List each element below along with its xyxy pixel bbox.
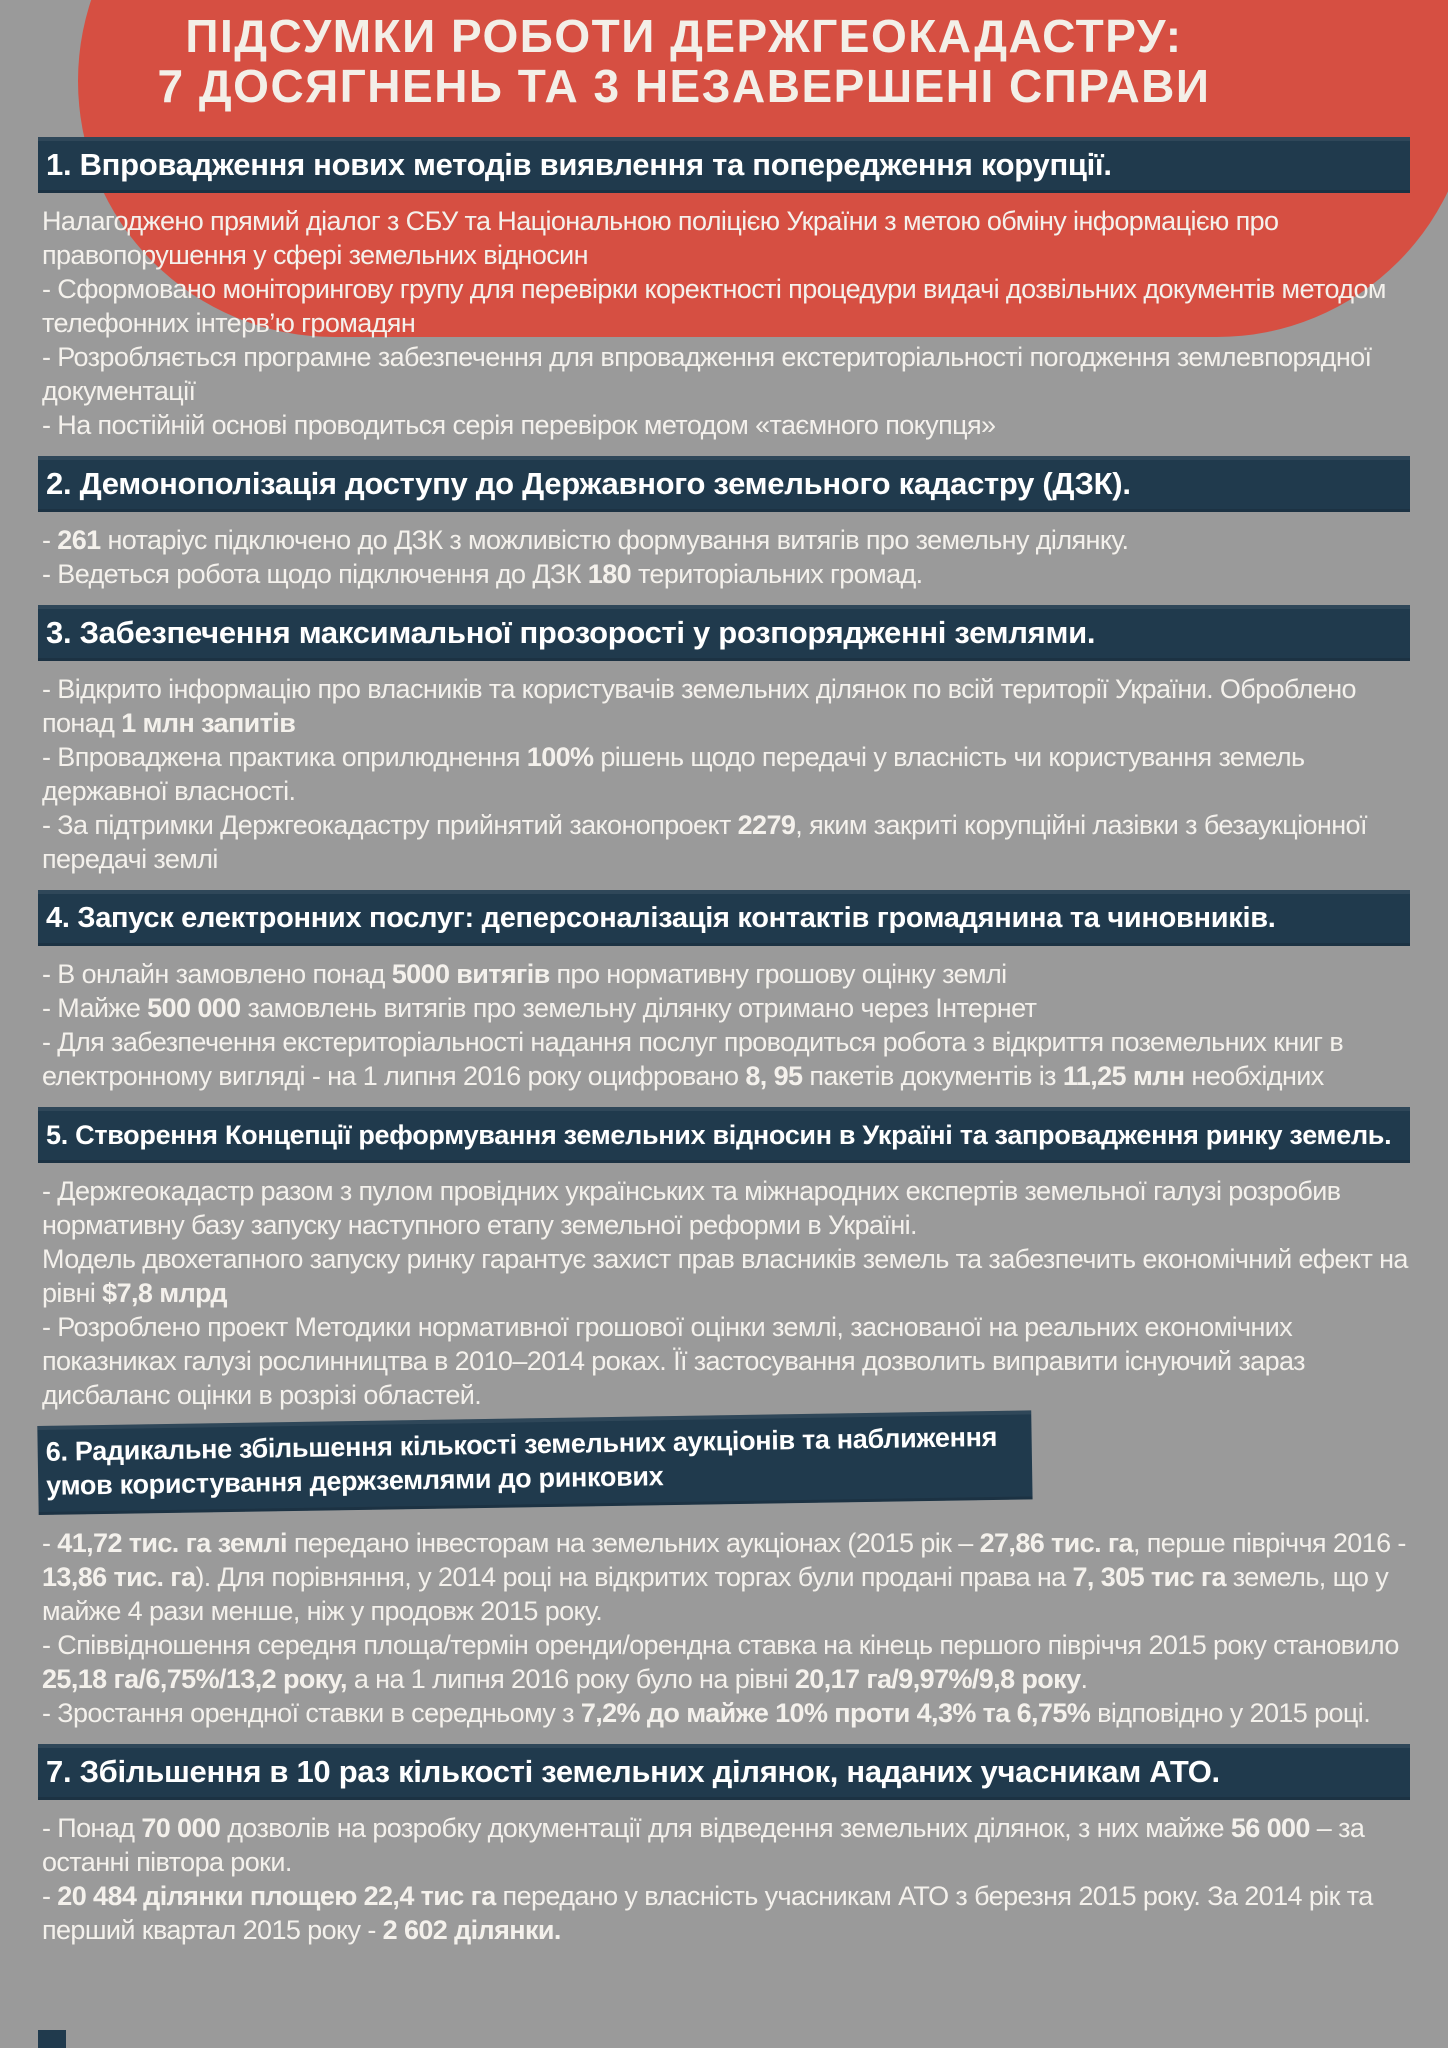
section-3-bullet-3: - За підтримки Держгеокадастру прийнятий законопроект 2279, яким закриті корупційні лазівки з безаукціонної передачі землі: [42, 810, 1367, 875]
section-7-bullet-1: - Понад 70 000 дозволів на розробку документації для відведення земельних ділянок, з них майже 56 000 – за останні півтора роки.: [42, 1813, 1365, 1878]
section-1-bullet-3: - Розробляється програмне забезпечення для впровадження екстериторіальності погодження землевпорядної документації: [42, 342, 1372, 407]
page-title-line-2: 7 ДОСЯГНЕНЬ ТА 3 НЕЗАВЕРШЕНІ СПРАВИ: [157, 59, 1211, 112]
section-2: [38, 456, 1410, 591]
section-5-bullet-1: - Держгеокадастр разом з пулом провідних українських та міжнародних експертів земельної галузі розробив нормативну базу запуску наступного етапу земельної реформи в Україні.: [42, 1176, 1341, 1241]
section-7-body: [38, 1811, 1410, 1947]
section-6-bullet-1: - 41,72 тис. га землі передано інвесторам на земельних аукціонах (2015 рік – 27,86 тис. га, перше півріччя 2016 - 13,86 тис. га). Для порівняння, у 2014 році на відкритих торгах були продані права на 7, 305 тис га земель, що у майже 4 рази менше, ніж у продовж 2015 року.: [42, 1528, 1406, 1627]
section-5-header: 5. Створення Концепції реформування земельних відносин в Україні та запровадження ринку земель.: [38, 1107, 1410, 1163]
section-3-bullet-2: - Впроваджена практика оприлюднення 100% рішень щодо передачі у власність чи користування земель державної власності.: [42, 742, 1305, 807]
section-7-header: 7. Збільшення в 10 раз кількості земельних ділянок, наданих учасникам АТО.: [38, 1744, 1410, 1800]
section-5: [38, 1107, 1410, 1412]
section-1-bullet-1: Налагоджено прямий діалог з СБУ та Національною поліцією України з метою обміну інформацією про правопорушення у сфері земельних відносин: [42, 206, 1279, 271]
section-3-body: [38, 672, 1410, 876]
section-5-bullet-2: Модель двохетапного запуску ринку гарантує захист прав власників земель та забезпечить економічний ефект на рівні $7,8 млрд: [42, 1244, 1408, 1309]
section-5-bullet-3: - Розроблено проект Методики нормативної грошової оцінки землі, заснованої на реальних економічних показниках галузі рослинництва в 2010–2014 роках. Її застосування дозволить виправити існуючий зараз дисбаланс оцінки в розрізі областей.: [42, 1312, 1305, 1411]
section-3-bullet-1: - Відкрито інформацію про власників та користувачів земельних ділянок по всій території України. Оброблено понад 1 млн запитів: [42, 674, 1356, 739]
section-7: [38, 1744, 1410, 1947]
section-4-bullet-2: - Майже 500 000 замовлень витягів про земельну ділянку отримано через Інтернет: [42, 993, 1037, 1024]
section-2-bullet-1: - 261 нотаріус підключено до ДЗК з можливістю формування витягів про земельну ділянку.: [42, 525, 1129, 556]
section-1-header: 1. Впровадження нових методів виявлення та попередження корупції.: [38, 137, 1410, 193]
section-5-body: [38, 1174, 1410, 1412]
section-6-bullet-2: - Співвідношення середня площа/термін оренди/орендна ставка на кінець першого півріччя 2015 року становило 25,18 га/6,75%/13,2 року, а на 1 липня 2016 року було на рівні 20,17 га/9,97%/9,8 року.: [42, 1630, 1399, 1695]
section-4: [38, 890, 1410, 1093]
section-3: [38, 605, 1410, 876]
section-2-header: 2. Демонополізація доступу до Державного земельного кадастру (ДЗК).: [38, 456, 1410, 512]
section-1: [38, 137, 1410, 442]
section-6: [38, 1422, 1410, 1730]
section-6-header: 6. Радикальне збільшення кількості земельних аукціонів та наближення умов користування держземлями до ринкових: [37, 1411, 1032, 1516]
section-4-body: [38, 957, 1410, 1093]
next-section-bar-sliver: [38, 2030, 66, 2048]
section-1-bullet-2: - Сформовано моніторингову групу для перевірки коректності процедури видачі дозвільних документів методом телефонних інтерв’ю громадян: [42, 274, 1386, 339]
section-4-bullet-1: - В онлайн замовлено понад 5000 витягів про нормативну грошову оцінку землі: [42, 959, 1007, 990]
section-7-bullet-2: - 20 484 ділянки площею 22,4 тис га передано у власність учасникам АТО з березня 2015 року. За 2014 рік та перший квартал 2015 року - 2 602 ділянки.: [42, 1881, 1373, 1946]
section-3-header: 3. Забезпечення максимальної прозорості у розпорядженні землями.: [38, 605, 1410, 661]
section-2-body: [38, 523, 1410, 591]
section-1-body: [38, 204, 1410, 442]
section-4-header: 4. Запуск електронних послуг: деперсоналізація контактів громадянина та чиновників.: [38, 890, 1410, 946]
section-6-bullet-3: - Зростання орендної ставки в середньому з 7,2% до майже 10% проти 4,3% та 6,75% відповідно у 2015 році.: [42, 1698, 1371, 1729]
section-6-body: [38, 1526, 1410, 1730]
page-title: [108, 12, 1260, 111]
page-title-line-1: ПІДСУМКИ РОБОТИ ДЕРЖГЕОКАДАСТРУ:: [185, 10, 1183, 62]
section-2-bullet-2: - Ведеться робота щодо підключення до ДЗК 180 територіальних громад.: [42, 559, 923, 590]
section-1-bullet-4: - На постійній основі проводиться серія перевірок методом «таємного покупця»: [42, 410, 996, 441]
section-4-bullet-3: - Для забезпечення екстериторіальності надання послуг проводиться робота з відкриття поземельних книг в електронному вигляді - на 1 липня 2016 року оцифровано 8, 95 пакетів документів із 11,25 млн необхідних: [42, 1027, 1344, 1092]
